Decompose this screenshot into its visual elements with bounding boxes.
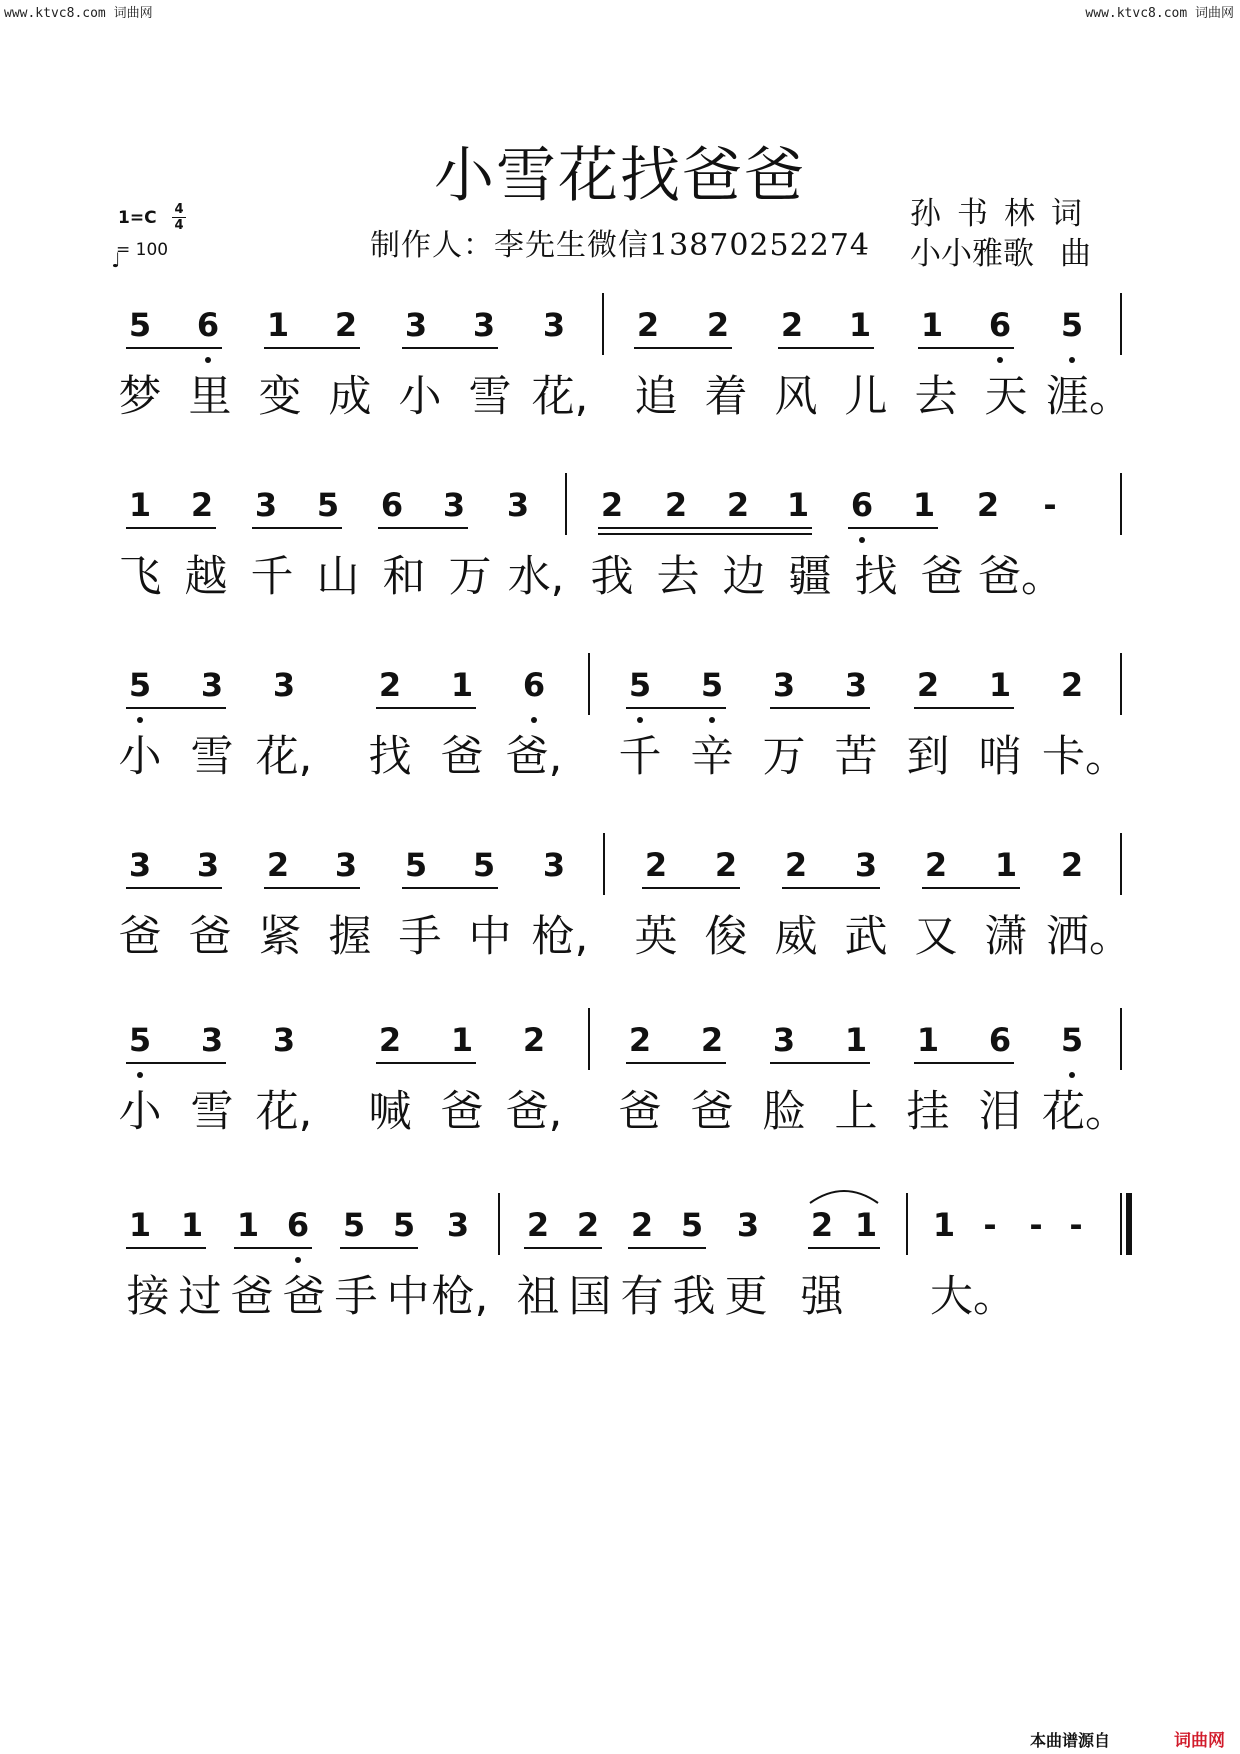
lyric-char: 我	[672, 1272, 716, 1322]
lyric-char: 爸	[618, 1087, 662, 1137]
score-note: 5	[128, 1021, 152, 1059]
score-note: 2	[522, 1021, 546, 1059]
score-note: 5	[342, 1206, 366, 1244]
lyric-char: 爸	[118, 912, 162, 962]
lyric-char: 风	[774, 372, 818, 422]
score-note: 3	[736, 1206, 760, 1244]
score-beam	[126, 527, 216, 529]
score-note: 2	[810, 1206, 834, 1244]
lyric-char: 潇	[984, 912, 1028, 962]
tie-slur-path	[810, 1191, 878, 1203]
lyric-char: 中	[468, 912, 512, 962]
lyric-char: 英	[634, 912, 678, 962]
lyric-char: 天	[984, 372, 1028, 422]
score-note: 2	[784, 846, 808, 884]
score-note: 6	[196, 306, 220, 344]
score-beam	[778, 347, 874, 349]
score-beam	[252, 527, 342, 529]
score-note: 2	[334, 306, 358, 344]
low-octave-dot	[531, 717, 537, 723]
score-note: 3	[196, 846, 220, 884]
lyric-char: 儿	[844, 372, 888, 422]
score-note: 5	[700, 666, 724, 704]
score-note: 5	[316, 486, 340, 524]
lyric-char: 花,	[255, 732, 313, 782]
lyric-char: 雪	[468, 372, 512, 422]
lyric-char: 去	[656, 552, 700, 602]
score-beam	[918, 347, 1014, 349]
lyric-char: 握	[328, 912, 372, 962]
score-note: -	[1043, 486, 1057, 524]
score-note: 1	[932, 1206, 956, 1244]
score-note: 1	[128, 486, 152, 524]
score-note: 1	[450, 666, 474, 704]
bar-line	[603, 833, 605, 895]
lyric-char: 追	[634, 372, 678, 422]
lyric-char: 喊	[368, 1087, 412, 1137]
score-note: 6	[522, 666, 546, 704]
score-note: 3	[200, 1021, 224, 1059]
score-note: 3	[404, 306, 428, 344]
score-note: 2	[976, 486, 1000, 524]
score-note: 6	[850, 486, 874, 524]
lyric-char: 水,	[507, 552, 565, 602]
lyric-char: 爸	[188, 912, 232, 962]
low-octave-dot	[1069, 1072, 1075, 1078]
score-note: 5	[404, 846, 428, 884]
lyric-char: 和	[382, 552, 426, 602]
score-beam	[914, 1062, 1014, 1064]
score-note: 2	[1060, 666, 1084, 704]
time-numerator: 4	[174, 202, 184, 217]
score-note: 1	[236, 1206, 260, 1244]
lyric-char: 小	[398, 372, 442, 422]
lyric-char: 手	[334, 1272, 378, 1322]
score-note: 3	[772, 666, 796, 704]
score-beam	[914, 707, 1014, 709]
score-beam	[642, 887, 740, 889]
lyric-char: 爸	[440, 732, 484, 782]
score-note: 1	[916, 1021, 940, 1059]
score-double-beam	[598, 527, 812, 529]
lyric-char: 爸,	[505, 732, 563, 782]
score-beam	[808, 1247, 880, 1249]
score-note: 2	[378, 1021, 402, 1059]
score-note: 6	[380, 486, 404, 524]
score-beam	[126, 707, 226, 709]
score-beam	[634, 347, 732, 349]
score-beam	[626, 1062, 726, 1064]
score-note: 3	[506, 486, 530, 524]
score-note: 3	[472, 306, 496, 344]
score-beam	[848, 527, 938, 529]
lyric-char: 上	[834, 1087, 878, 1137]
lyric-char: 手	[398, 912, 442, 962]
score-note: -	[1029, 1206, 1043, 1244]
lyric-char: 里	[188, 372, 232, 422]
score-note: 3	[446, 1206, 470, 1244]
score-note: 2	[924, 846, 948, 884]
score-note: 1	[994, 846, 1018, 884]
score-beam	[378, 527, 468, 529]
lyric-char: 接	[126, 1272, 170, 1322]
low-octave-dot	[859, 537, 865, 543]
lyric-char: 爸	[230, 1272, 274, 1322]
lyric-char: 雪	[190, 732, 234, 782]
score-note: 6	[286, 1206, 310, 1244]
lyric-char: 飞	[118, 552, 162, 602]
lyric-char: 雪	[190, 1087, 234, 1137]
lyric-char: 去	[914, 372, 958, 422]
score-note: 5	[1060, 306, 1084, 344]
lyric-char: 小	[118, 732, 162, 782]
score-note: 1	[786, 486, 810, 524]
score-beam	[770, 1062, 870, 1064]
score-note: 1	[912, 486, 936, 524]
lyric-char: 花。	[1042, 1087, 1128, 1137]
lyric-char: 俊	[704, 912, 748, 962]
score-note: 2	[706, 306, 730, 344]
lyric-char: 中	[386, 1272, 430, 1322]
low-octave-dot	[709, 717, 715, 723]
footer-source-text: 本曲谱源自	[1030, 1731, 1111, 1750]
composer-role: 曲	[1060, 236, 1091, 272]
lyric-char: 着	[704, 372, 748, 422]
lyric-char: 千	[250, 552, 294, 602]
lyric-char: 辛	[690, 732, 734, 782]
lyric-char: 花,	[255, 1087, 313, 1137]
lyric-char: 到	[906, 732, 950, 782]
score-double-beam	[598, 533, 812, 535]
lyric-char: 苦	[834, 732, 878, 782]
lyric-char: 枪,	[531, 912, 589, 962]
bar-line	[1120, 653, 1122, 715]
low-octave-dot	[997, 357, 1003, 363]
score-note: 5	[392, 1206, 416, 1244]
lyric-char: 大。	[930, 1272, 1016, 1322]
tempo-marking	[111, 240, 169, 272]
lyric-char: 爸	[440, 1087, 484, 1137]
score-note: 2	[714, 846, 738, 884]
score-beam	[402, 347, 498, 349]
low-octave-dot	[137, 717, 143, 723]
score-note: 5	[1060, 1021, 1084, 1059]
score-note: 6	[988, 306, 1012, 344]
lyric-char: 越	[184, 552, 228, 602]
lyric-char: 万	[448, 552, 492, 602]
score-note: 1	[450, 1021, 474, 1059]
score-beam	[234, 1247, 312, 1249]
lyric-char: 泪	[978, 1087, 1022, 1137]
score-note: 5	[128, 666, 152, 704]
score-beam	[922, 887, 1020, 889]
score-note: 2	[600, 486, 624, 524]
score-note: 3	[854, 846, 878, 884]
score-note: 2	[526, 1206, 550, 1244]
lyric-char: 爸	[690, 1087, 734, 1137]
score-note: 2	[664, 486, 688, 524]
bar-line	[588, 1008, 590, 1070]
lyric-char: 爸	[282, 1272, 326, 1322]
score-note: 3	[272, 666, 296, 704]
bar-line	[565, 473, 567, 535]
score-note: -	[983, 1206, 997, 1244]
lyric-char: 国	[568, 1272, 612, 1322]
lyric-char: 有	[620, 1272, 664, 1322]
time-signature	[172, 203, 186, 232]
bar-line	[1120, 293, 1122, 355]
lyric-char: 成	[328, 372, 372, 422]
score-note: 2	[636, 306, 660, 344]
score-note: 1	[988, 666, 1012, 704]
lyric-char: 万	[762, 732, 806, 782]
lyric-char: 花,	[531, 372, 589, 422]
lyric-char: 找	[368, 732, 412, 782]
lyric-char: 小	[118, 1087, 162, 1137]
footer-logo: 词曲网	[1174, 1731, 1225, 1751]
score-beam	[126, 347, 222, 349]
score-note: 3	[334, 846, 358, 884]
score-beam	[628, 1247, 706, 1249]
lyric-char: 更	[724, 1272, 768, 1322]
score-note: 3	[772, 1021, 796, 1059]
lyric-char: 祖	[516, 1272, 560, 1322]
score-beam	[524, 1247, 602, 1249]
lyric-char: 过	[178, 1272, 222, 1322]
lyric-char: 涯。	[1046, 372, 1132, 422]
score-note: 5	[128, 306, 152, 344]
score-beam	[126, 887, 222, 889]
score-note: 2	[700, 1021, 724, 1059]
lyric-char: 强	[800, 1272, 844, 1322]
final-bar-line	[1126, 1193, 1132, 1255]
lyric-char: 又	[914, 912, 958, 962]
score-note: 3	[542, 846, 566, 884]
lyric-char: 爸,	[505, 1087, 563, 1137]
bar-line	[1120, 473, 1122, 535]
score-beam	[770, 707, 870, 709]
score-note: 5	[680, 1206, 704, 1244]
score-beam	[782, 887, 880, 889]
score-note: 2	[726, 486, 750, 524]
bar-line	[1120, 1193, 1122, 1255]
composer-credit	[910, 228, 1091, 273]
score-note: 2	[916, 666, 940, 704]
lyric-char: 我	[590, 552, 634, 602]
score-note: 2	[628, 1021, 652, 1059]
key-signature: 1=C	[118, 208, 157, 228]
score-note: 2	[644, 846, 668, 884]
score-note: 3	[128, 846, 152, 884]
lyric-char: 山	[316, 552, 360, 602]
lyric-char: 变	[258, 372, 302, 422]
score-beam	[376, 1062, 476, 1064]
tempo-value: = 100	[116, 240, 169, 260]
score-beam	[126, 1062, 226, 1064]
lyricist-credit: 孙书林词	[910, 196, 1098, 232]
lyric-char: 边	[722, 552, 766, 602]
score-beam	[264, 347, 360, 349]
score-note: 2	[630, 1206, 654, 1244]
lyric-char: 威	[774, 912, 818, 962]
lyric-char: 脸	[762, 1087, 806, 1137]
low-octave-dot	[637, 717, 643, 723]
score-note: 3	[254, 486, 278, 524]
lyric-char: 枪,	[431, 1272, 489, 1322]
score-note: -	[1069, 1206, 1083, 1244]
score-beam	[626, 707, 726, 709]
lyric-char: 千	[618, 732, 662, 782]
lyric-char: 武	[844, 912, 888, 962]
bar-line	[498, 1193, 500, 1255]
score-beam	[126, 1247, 206, 1249]
lyric-char: 爸。	[978, 552, 1064, 602]
score-note: 3	[442, 486, 466, 524]
score-note: 1	[266, 306, 290, 344]
bar-line	[1120, 1008, 1122, 1070]
score-beam	[376, 707, 476, 709]
score-beam	[340, 1247, 418, 1249]
score-beam	[402, 887, 498, 889]
score-note: 3	[542, 306, 566, 344]
score-note: 1	[128, 1206, 152, 1244]
watermark-right: www.ktvc8.com 词曲网	[1085, 6, 1234, 21]
score-note: 6	[988, 1021, 1012, 1059]
lyric-char: 疆	[788, 552, 832, 602]
quarter-note-icon: ♩	[111, 248, 121, 272]
score-beam	[264, 887, 360, 889]
low-octave-dot	[205, 357, 211, 363]
score-note: 3	[844, 666, 868, 704]
score-note: 1	[920, 306, 944, 344]
lyric-char: 梦	[118, 372, 162, 422]
score-note: 3	[272, 1021, 296, 1059]
lyric-char: 洒。	[1046, 912, 1132, 962]
score-note: 1	[180, 1206, 204, 1244]
score-note: 2	[266, 846, 290, 884]
producer-credit: 制作人：李先生微信13870252274	[370, 228, 870, 263]
score-note: 1	[848, 306, 872, 344]
score-note: 2	[576, 1206, 600, 1244]
composer-name: 小小雅歌	[910, 236, 1034, 272]
lyric-char: 找	[854, 552, 898, 602]
lyric-char: 紧	[258, 912, 302, 962]
score-note: 2	[780, 306, 804, 344]
score-note: 5	[472, 846, 496, 884]
watermark-left: www.ktvc8.com 词曲网	[4, 6, 153, 21]
score-note: 5	[628, 666, 652, 704]
lyric-char: 哨	[978, 732, 1022, 782]
score-note: 2	[190, 486, 214, 524]
low-octave-dot	[1069, 357, 1075, 363]
score-note: 1	[844, 1021, 868, 1059]
song-title: 小雪花找爸爸	[434, 141, 806, 211]
bar-line	[906, 1193, 908, 1255]
time-denominator: 4	[174, 218, 184, 233]
lyric-char: 卡。	[1042, 732, 1128, 782]
lyric-char: 爸	[920, 552, 964, 602]
score-note: 2	[1060, 846, 1084, 884]
lyric-char: 挂	[906, 1087, 950, 1137]
bar-line	[588, 653, 590, 715]
bar-line	[602, 293, 604, 355]
score-note: 1	[854, 1206, 878, 1244]
score-note: 2	[378, 666, 402, 704]
bar-line	[1120, 833, 1122, 895]
low-octave-dot	[295, 1257, 301, 1263]
low-octave-dot	[137, 1072, 143, 1078]
tie-slur	[808, 1183, 880, 1207]
score-note: 3	[200, 666, 224, 704]
